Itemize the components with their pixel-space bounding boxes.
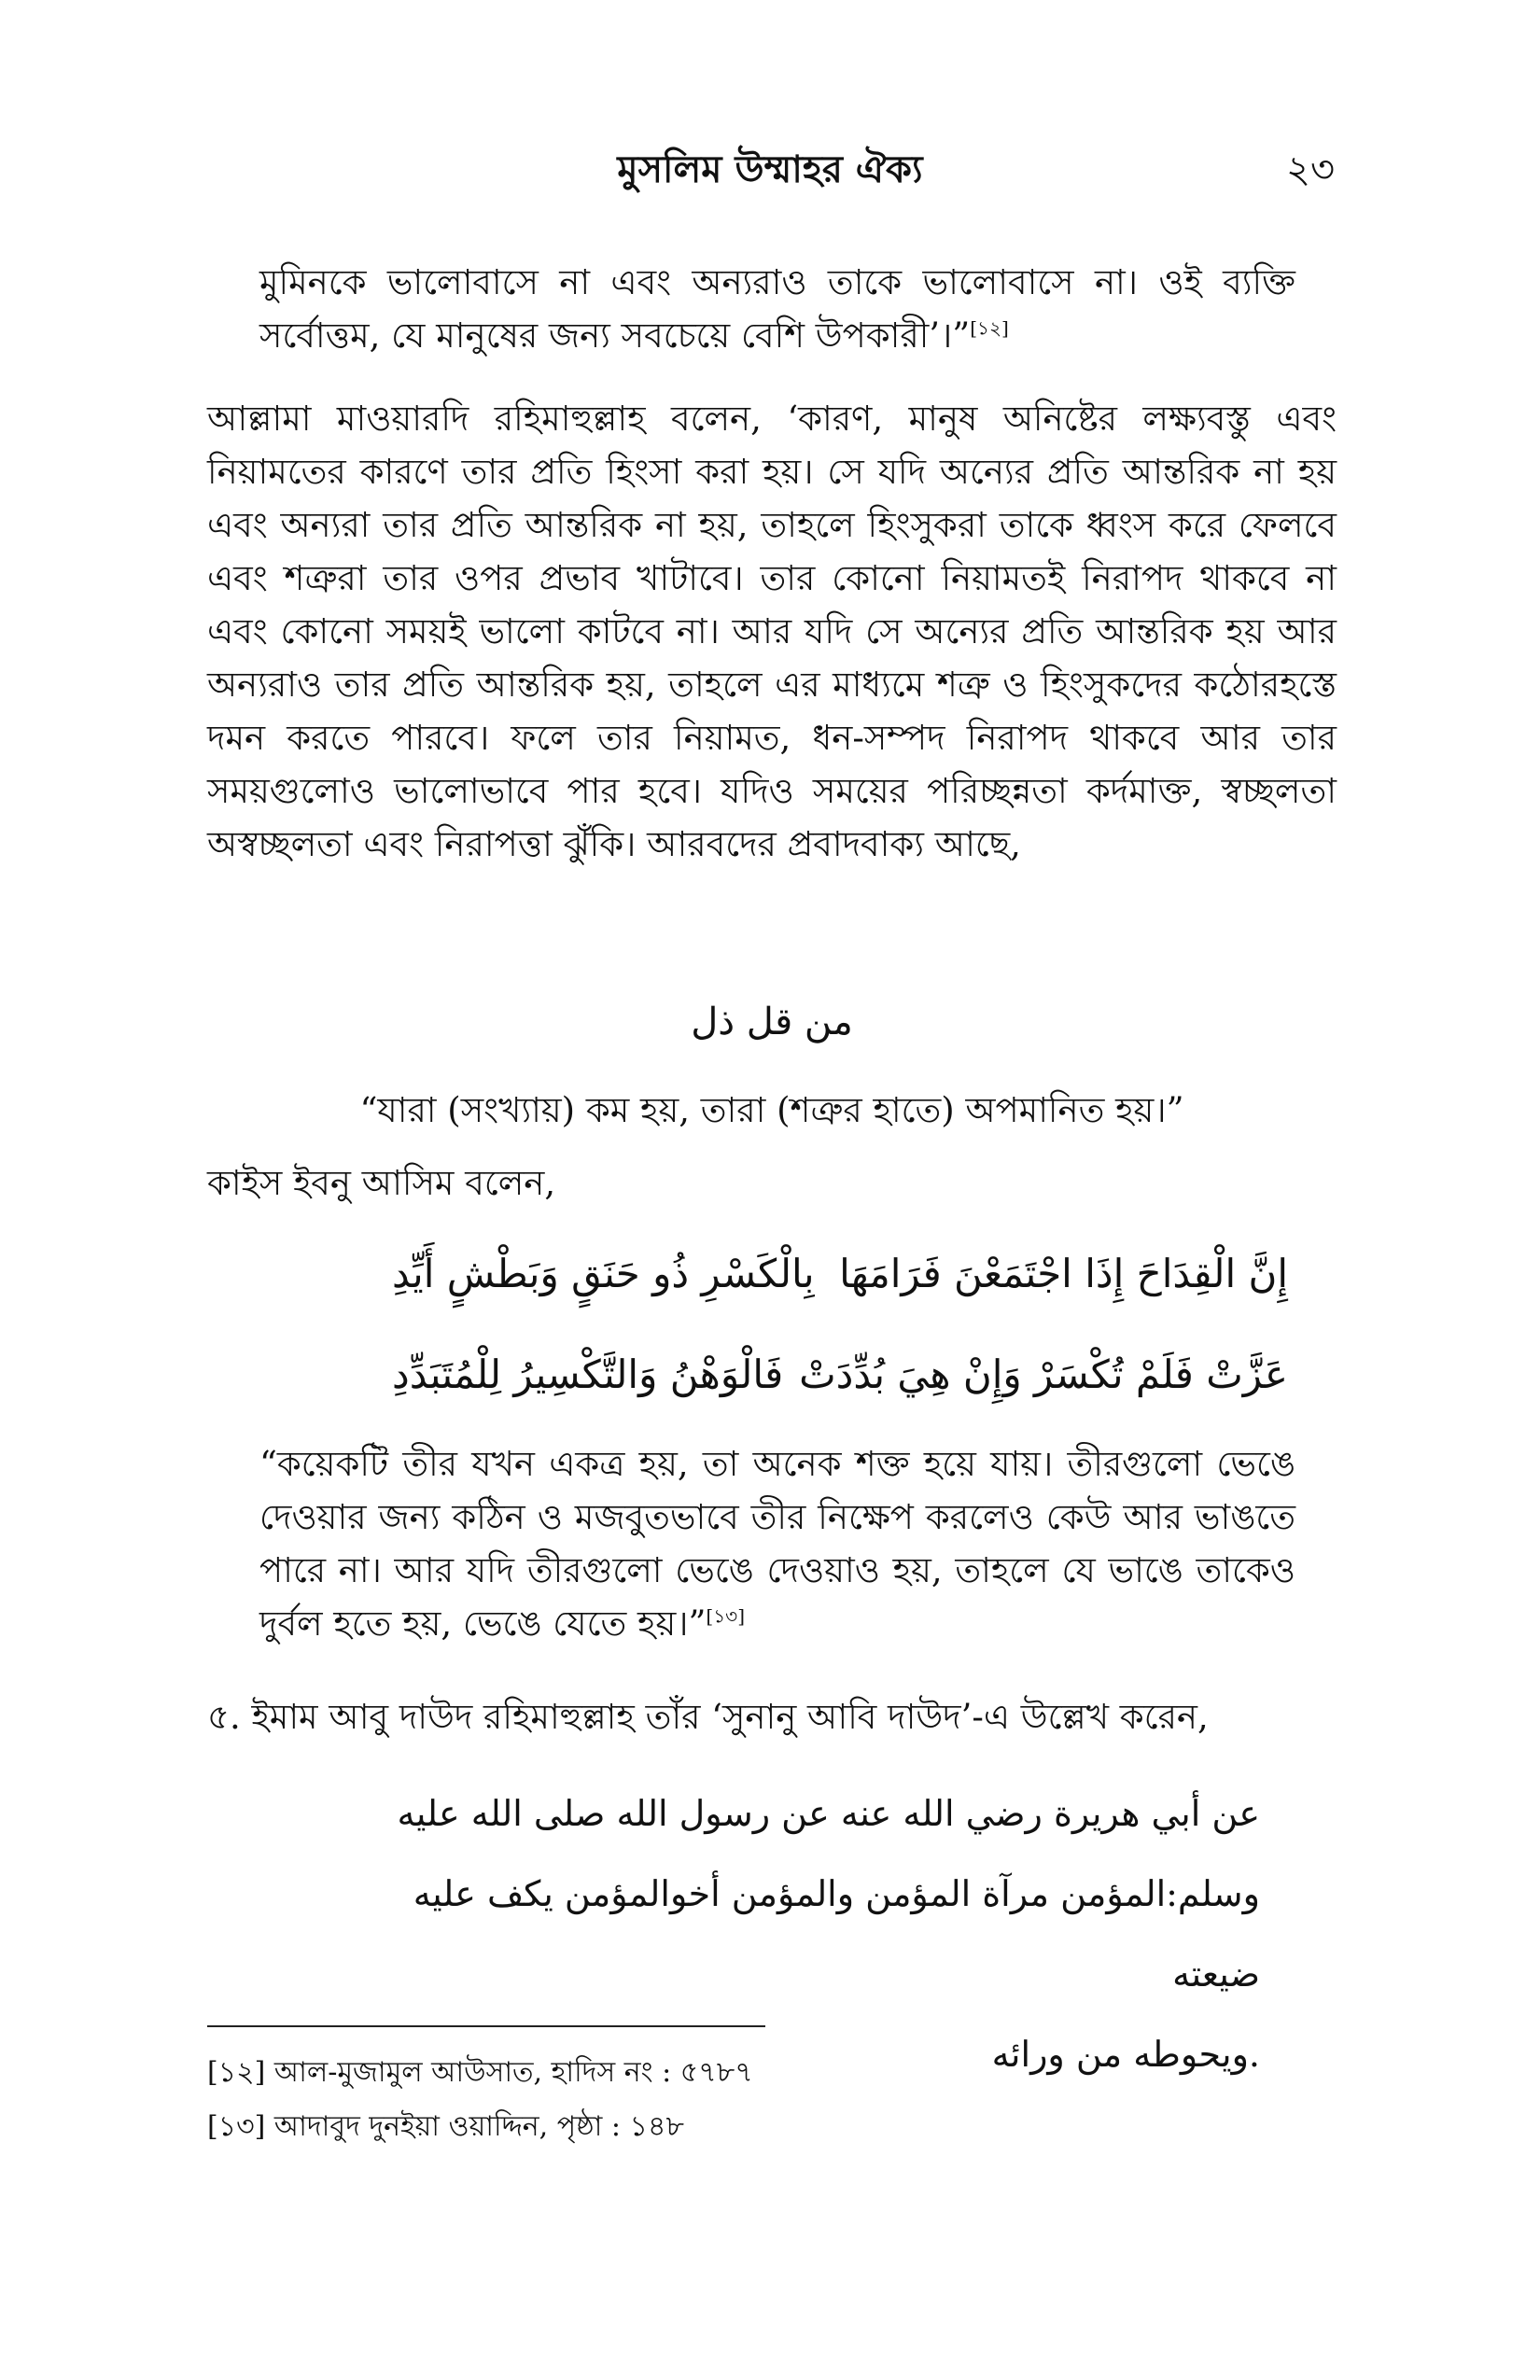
page-number: ২৩ [1285,148,1335,191]
quote-block-1 [259,256,1295,362]
qays-intro-line: কাইস ইবনু আসিম বলেন, [207,1163,556,1203]
page-header [205,140,1335,205]
hadith-line: عن أبي هريرة رضي الله عنه عن رسول الله صلى الله عليه [397,1793,1260,1834]
hadith-line: وسلم:المؤمن مرآة المؤمن والمؤمن أخوالمؤمن يكف عليه ضيعته [413,1873,1260,1995]
hadith-line: .ويحوطه من ورائه [991,2034,1260,2075]
quote-1-text: মুমিনকে ভালোবাসে না এবং অন্যরাও তাকে ভালোবাসে না। ওই ব্যক্তি সর্বোত্তম, যে মানুষের জন্য সবচেয়ে বেশি উপকারী’।” [259,262,1295,356]
poem-verse-2-first-hemistich: عَزَّتْ فَلَمْ تُكْسَرْ وَإِنْ هِيَ بُدِّدَتْ [799,1351,1288,1397]
footnote-12: [১২] আল-মুজামুল আউসাত, হাদিস নং : ৫৭৮৭ [207,2056,753,2089]
proverb-translation: “যারা (সংখ্যায়) কম হয়, তারা (শত্রুর হাতে) অপমানিত হয়।” [359,1090,1184,1130]
footnote-13: [১৩] আদাবুদ দুনইয়া ওয়াদ্দিন, পৃষ্ঠা : ১৪৮ [207,2110,684,2143]
numbered-item-5: ৫. ইমাম আবু দাউদ রহিমাহুল্লাহ তাঁর ‘সুনানু আবি দাউদ’-এ উল্লেখ করেন, [207,1697,1209,1737]
poem-verse-2 [392,1351,1288,1417]
body-paragraph-1: আল্লামা মাওয়ারদি রহিমাহুল্লাহ বলেন, ‘কারণ, মানুষ অনিষ্টের লক্ষ্যবস্তু এবং নিয়ামতের কারণে তার প্রতি হিংসা করা হয়। সে যদি অন্যের প্রতি আন্তরিক না হয় এবং অন্যরা তার প্রতি আন্তরিক না হয়, তাহলে হিংসুকরা তাকে ধ্বংস করে ফেলবে এবং শত্রুরা তার ওপর প্রভাব খাটাবে। তার কোনো নিয়ামতই নিরাপদ থাকবে না এবং কোনো সময়ই ভালো কাটবে না। আর যদি সে অন্যের প্রতি আন্তরিক হয় আর অন্যরাও তার প্রতি আন্তরিক হয়, তাহলে এর মাধ্যমে শত্রু ও হিংসুকদের কঠোরহস্তে দমন করতে পারবে। ফলে তার নিয়ামত, ধন-সম্পদ নিরাপদ থাকবে আর তার সময়গুলোও ভালোভাবে পার হবে। যদিও সময়ের পরিচ্ছন্নতা কর্দমাক্ত, স্বচ্ছলতা অস্বচ্ছলতা এবং নিরাপত্তা ঝুঁকি। আরবদের প্রবাদবাক্য আছে, [207,399,1337,864]
quote-2-text: “কয়েকটি তীর যখন একত্র হয়, তা অনেক শক্ত হয়ে যায়। তীরগুলো ভেঙে দেওয়ার জন্য কঠিন ও মজবুতভাবে তীর নিক্ষেপ করলেও কেউ আর ভাঙতে পারে না। আর যদি তীরগুলো ভেঙে দেওয়াও হয়, তাহলে যে ভাঙে তাকেও দুর্বল হতে হয়, ভেঙে যেতে হয়।” [259,1444,1295,1644]
poem-verse-1 [392,1251,1288,1316]
running-title: মুসলিম উম্মাহর ঐক্য [617,147,923,191]
footnote-ref-12[interactable]: [১২] [970,316,1009,340]
poem-verse-1-second-hemistich: بِالْكَسْرِ ذُو حَنَقٍ وَبَطْشٍ أَيِّدِ [392,1251,815,1296]
footnote-ref-13[interactable]: [১৩] [706,1604,745,1628]
quote-block-2 [259,1437,1295,1650]
poem-verse-1-first-hemistich: إِنَّ الْقِدَاحَ إِذَا اجْتَمَعْنَ فَرَامَهَا [839,1251,1288,1296]
footnote-divider [207,2025,765,2027]
arabic-hadith [336,1773,1260,2094]
poem-verse-2-second-hemistich: فَالْوَهْنُ وَالتَّكْسِيرُ لِلْمُتَبَدِّدِ [392,1351,784,1397]
arabic-proverb: من قل ذل [691,1001,853,1043]
